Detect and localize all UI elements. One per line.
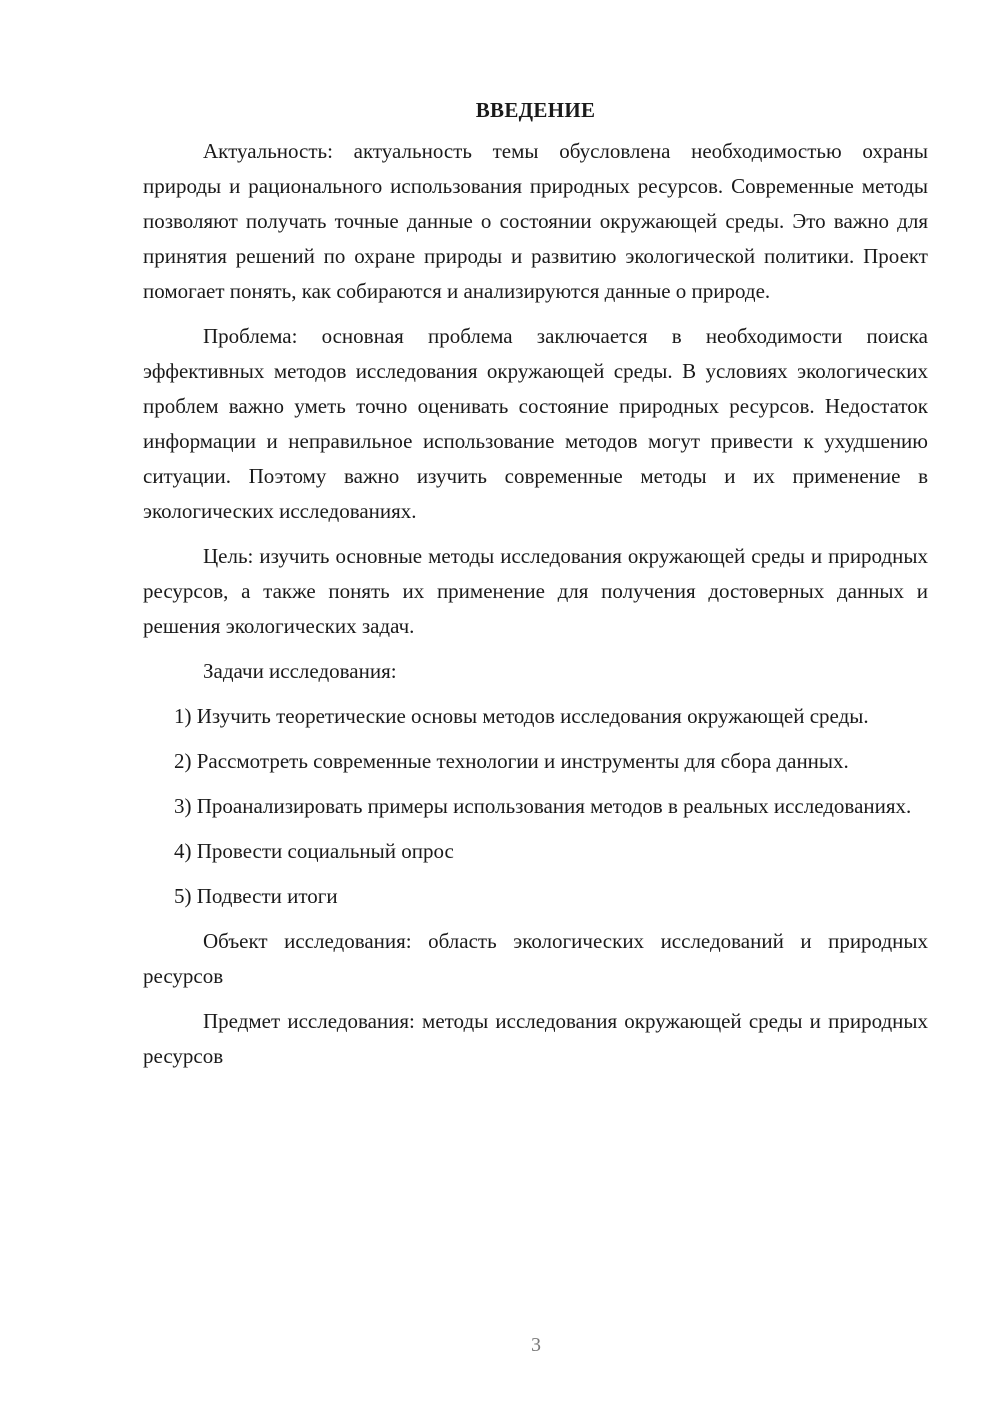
task-item-3: 3) Проанализировать примеры использования методов в реальных исследованиях.: [174, 794, 912, 818]
object-paragraph: Объект исследования: область экологических исследований и природных ресурсов: [143, 929, 928, 988]
task-item-2: 2) Рассмотреть современные технологии и инструменты для сбора данных.: [174, 749, 849, 773]
problem-paragraph: Проблема: основная проблема заключается в необходимости поиска эффективных методов исследования окружающей среды. В условиях экологических проблем важно уметь точно оценивать состояние природных ресурсов. Недостаток информации и неправильное использование методов могут привести к ухудшению ситуации. Поэтому важно изучить современные методы и их применение в экологических исследованиях.: [143, 324, 928, 523]
tasks-list: [143, 699, 928, 914]
relevance-paragraph: Актуальность: актуальность темы обусловлена необходимостью охраны природы и рационального использования природных ресурсов. Современные методы позволяют получать точные данные о состоянии окружающей среды. Это важно для принятия решений по охране природы и развитию экологической политики. Проект помогает понять, как собираются и анализируются данные о природе.: [143, 139, 928, 303]
page-number: 3: [531, 1334, 541, 1356]
task-item-1: 1) Изучить теоретические основы методов исследования окружающей среды.: [174, 704, 869, 728]
task-item-5: 5) Подвести итоги: [174, 884, 338, 908]
goal-paragraph: Цель: изучить основные методы исследования окружающей среды и природных ресурсов, а также понять их применение для получения достоверных данных и решения экологических задач.: [143, 544, 928, 638]
section-heading: ВВЕДЕНИЕ: [475, 98, 596, 122]
document-page: [143, 96, 928, 1084]
task-item-4: 4) Провести социальный опрос: [174, 839, 454, 863]
subject-paragraph: Предмет исследования: методы исследования окружающей среды и природных ресурсов: [143, 1009, 928, 1068]
tasks-heading: Задачи исследования:: [203, 659, 397, 683]
